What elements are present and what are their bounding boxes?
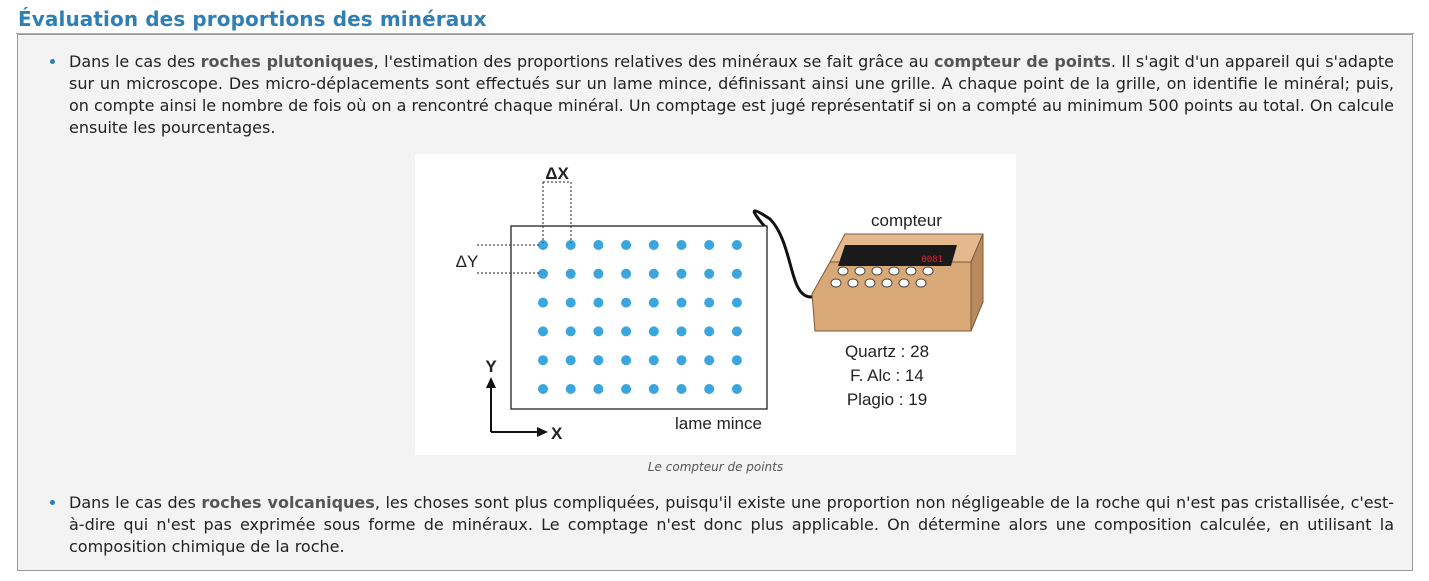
grid-point [649,355,659,365]
paragraph-plutonic [69,51,1394,139]
grid-point [677,384,687,394]
y-axis-label: Y [485,357,497,376]
grid-point [732,355,742,365]
grid-point [621,326,631,336]
grid-point [677,269,687,279]
grid-point [621,384,631,394]
x-axis-label: X [551,424,563,443]
delta-y-label: ΔY [455,252,479,271]
point-counter-figure [415,154,1016,455]
grid-point [732,240,742,250]
counter-display-value: 0081 [921,255,943,265]
bullet-marker [50,500,55,505]
paragraph-text: , l'estimation des proportions relatives des minéraux se fait grâce au [373,52,935,71]
grid-point [704,240,714,250]
counter-key [831,279,841,287]
grid-point [566,240,576,250]
grid-point [677,298,687,308]
delta-x-label: ΔX [545,164,569,183]
paragraph-text: . Il s'agit d'un appareil qui s'adapte sur un microscope. Des micro-déplacements sont effectués sur un lame mince, définissant ainsi une grille. A chaque point de la grille, on identifie le minéral; puis, on compte ainsi le nombre de fois où on a rencontré chaque minéral. Un comptage est jugé représentatif si on a compté au minimum 500 points au total. On calcule ensuite les pourcentages. [69,52,1394,137]
counter-key [899,279,909,287]
grid-point [621,269,631,279]
grid-point [593,355,603,365]
grid-point [732,384,742,394]
grid-point [677,240,687,250]
grid-point [677,326,687,336]
grid-point [593,326,603,336]
grid-point [538,269,548,279]
grid-point [621,355,631,365]
count-quartz: Quartz : 28 [844,342,930,361]
grid-point [593,240,603,250]
grid-point [566,269,576,279]
grid-point [566,355,576,365]
term-compteur-de-points: compteur de points [934,52,1111,71]
grid-point [621,298,631,308]
counter-key [865,279,875,287]
paragraph-text: Dans le cas des [69,52,201,71]
grid-point [538,298,548,308]
grid-point [593,384,603,394]
counter-key [906,267,916,275]
grid-point [704,269,714,279]
grid-point [593,269,603,279]
counter-key [872,267,882,275]
grid-point [538,326,548,336]
point-counter-diagram [415,154,1016,455]
term-roches-plutoniques: roches plutoniques [200,52,374,71]
grid-point [704,355,714,365]
grid-point [677,355,687,365]
section-title: Évaluation des proportions des minéraux [18,7,487,31]
counter-key [855,267,865,275]
term-roches-volcaniques: roches volcaniques [201,493,375,512]
counter-key [882,279,892,287]
counter-label: compteur [871,211,942,230]
grid-point [538,355,548,365]
counter-key [838,267,848,275]
grid-point [732,326,742,336]
counter-key [923,267,933,275]
grid-point [649,269,659,279]
count-plagioclase: Plagio : 19 [846,390,928,409]
grid-point [704,384,714,394]
grid-point [732,298,742,308]
figure-caption: Le compteur de points [647,460,784,474]
grid-point [593,298,603,308]
grid-point [538,240,548,250]
grid-point [566,384,576,394]
grid-point [649,240,659,250]
paragraph-text: , les choses sont plus compliquées, puisqu'il existe une proportion non négligeable de la roche qui n'est pas cristallisée, c'est-à-dire qui n'est pas exprimée sous forme de minéraux. Le comptage n'est donc plus applicable. On détermine alors une composition calculée, en utilisant la composition chimique de la roche. [69,493,1395,556]
thin-section-slide [511,226,767,409]
grid-point [704,298,714,308]
x-arrowhead-icon [537,427,548,437]
grid-point [649,298,659,308]
grid-point [649,326,659,336]
grid-point [566,298,576,308]
y-arrowhead-icon [486,377,496,388]
count-feldspath-alcalin: F. Alc : 14 [850,366,924,385]
paragraph-text: Dans le cas des [69,493,202,512]
counter-device [812,234,983,331]
grid-point [704,326,714,336]
slide-label: lame mince [675,414,762,433]
counter-key [848,279,858,287]
counter-key [889,267,899,275]
grid-point [566,326,576,336]
grid-point [538,384,548,394]
grid-point [649,384,659,394]
grid-point [621,240,631,250]
grid-point [732,269,742,279]
paragraph-volcanic [69,492,1394,558]
counter-key [916,279,926,287]
bullet-marker [50,59,55,64]
